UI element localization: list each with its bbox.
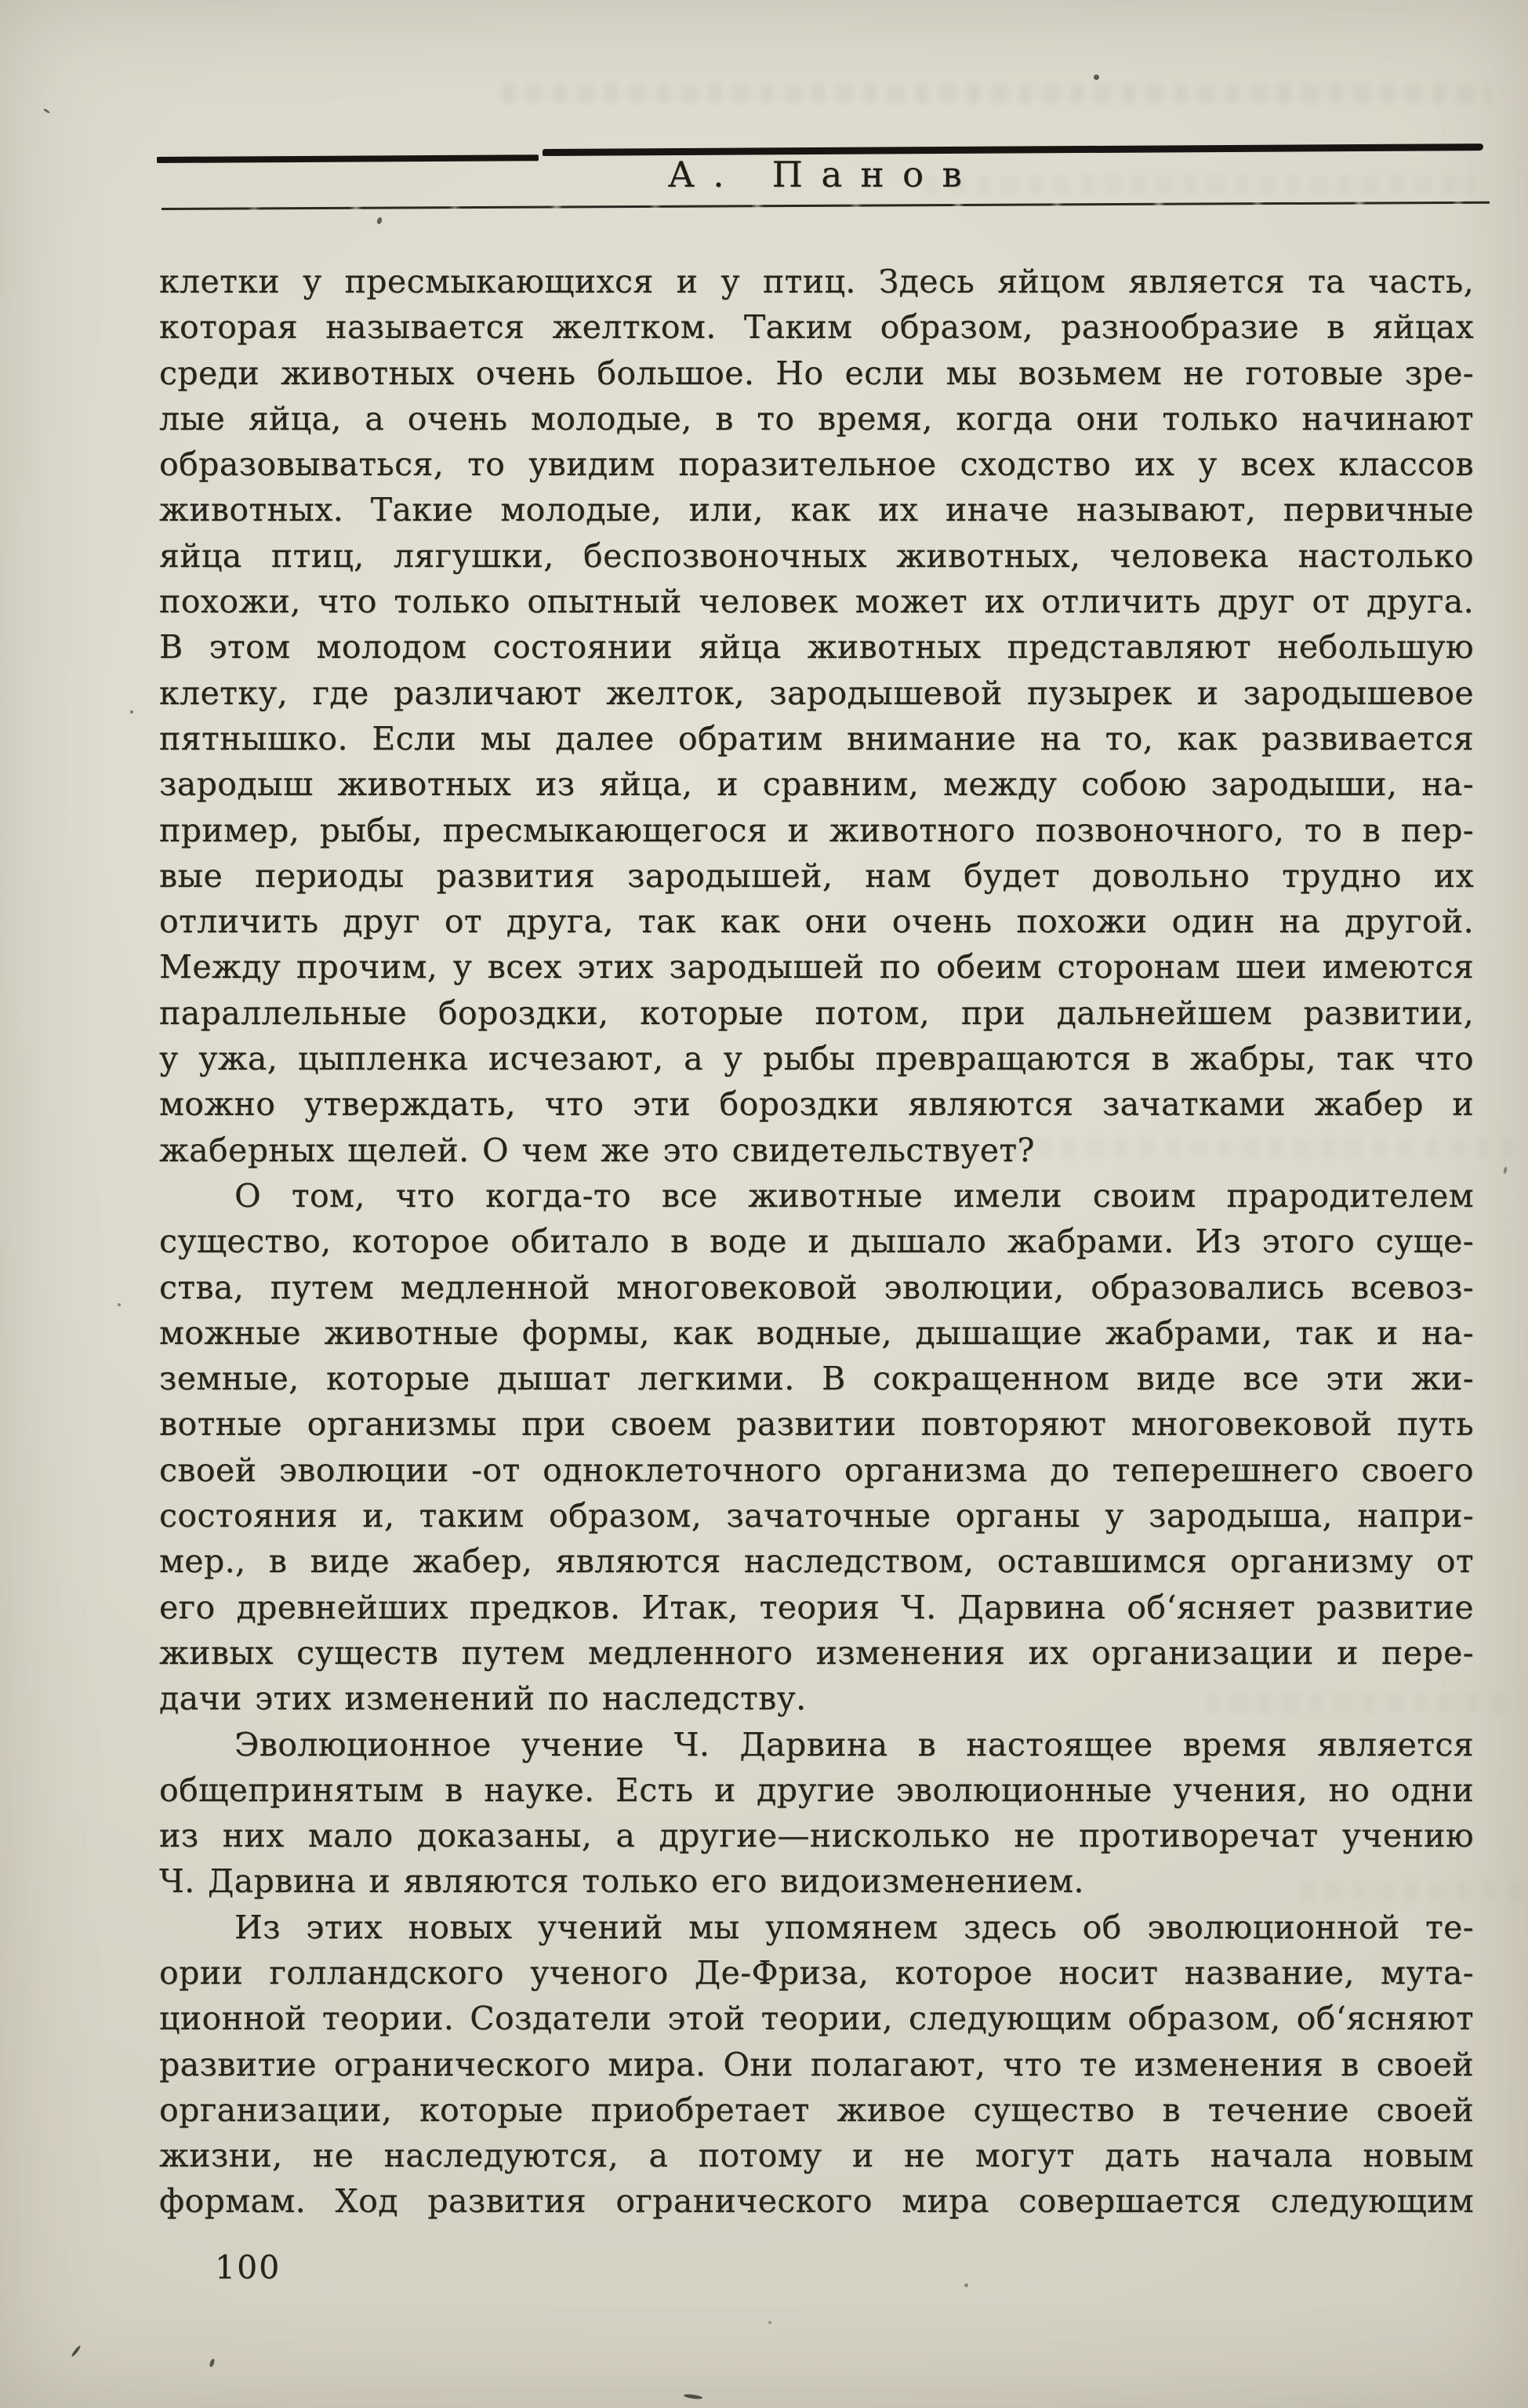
text-line: существо, которое обитало в воде и дышало жабрами. Из этого суще-	[159, 1222, 1474, 1261]
text-line: развитие огранического мира. Они полагают, что те изменения в своей	[159, 2045, 1474, 2083]
text-line: параллельные бороздки, которые потом, при дальнейшем развитии,	[159, 993, 1474, 1032]
header-rule-thin	[162, 202, 1490, 210]
text-line: клетку, где различают желток, зародышевой пузырек и зародышевое	[159, 674, 1474, 712]
text-line: живых существ путем медленного изменения их организации и пере-	[159, 1633, 1474, 1672]
body-text	[159, 259, 1474, 2225]
text-line: отличить друг от друга, так как они очень похожи один на другой.	[159, 903, 1474, 941]
text-line: О том, что когда-то все животные имели своим прародителем	[234, 1176, 1474, 1215]
text-line: образовываться, то увидим поразительное сходство их у всех классов	[159, 445, 1474, 484]
text-line: лые яйца, а очень молодые, в то время, когда они только начинают	[159, 399, 1474, 438]
text-line: жаберных щелей. О чем же это свидетельствует?	[159, 1131, 1035, 1169]
text-line: жизни, не наследуются, а потому и не могут дать начала новым	[159, 2137, 1474, 2175]
paper-speck	[209, 2358, 215, 2367]
paper-speck	[118, 1303, 121, 1306]
text-line: вотные организмы при своем развитии повторяют многовековой путь	[159, 1405, 1474, 1444]
text-line: пример, рыбы, пресмыкающегося и животного позвоночного, то в пер-	[159, 811, 1474, 849]
paper-speck	[768, 2321, 771, 2324]
page-header-author: А. Панов	[667, 154, 981, 195]
text-line: клетки у пресмыкающихся и у птиц. Здесь яйцом является та часть,	[159, 263, 1474, 300]
text-line: яйца птиц, лягушки, беспозвоночных животных, человека настолько	[159, 536, 1474, 575]
text-line: из них мало доказаны, а другие—нисколько не противоречат учению	[159, 1817, 1474, 1855]
text-line: состояния и, таким образом, зачаточные органы у зародыша, напри-	[159, 1497, 1474, 1535]
text-line: зародыш животных из яйца, и сравним, между собою зародыши, на-	[159, 765, 1474, 804]
show-through	[502, 85, 1490, 104]
paper-speck	[376, 216, 383, 224]
paper-speck	[43, 108, 50, 114]
paper-speck	[964, 2283, 968, 2287]
text-line: можные животные формы, как водные, дышащие жабрами, так и на-	[159, 1313, 1474, 1352]
text-line: Эволюционное учение Ч. Дарвина в настоящее время является	[234, 1725, 1474, 1763]
text-line: Ч. Дарвина и являются только его видоизменением.	[159, 1862, 1084, 1901]
text-line: В этом молодом состоянии яйца животных представляют небольшую	[159, 628, 1474, 666]
text-line: среди животных очень большое. Но если мы возьмем не готовые зре-	[159, 354, 1474, 392]
text-line: ционной теории. Создатели этой теории, следующим образом, об‘ясняют	[159, 1999, 1474, 2038]
paper-speck	[684, 2393, 702, 2399]
text-line: формам. Ход развития огранического мира совершается следующим	[159, 2182, 1474, 2221]
text-line: пятнышко. Если мы далее обратим внимание на то, как развивается	[159, 719, 1474, 757]
text-line: земные, которые дышат легкими. В сокращенном виде все эти жи-	[159, 1360, 1474, 1398]
text-line: организации, которые приобретает живое существо в течение своей	[159, 2090, 1474, 2129]
text-line: ства, путем медленной многовековой эволюции, образовались всевоз-	[159, 1268, 1474, 1306]
text-line: своей эволюции -от одноклеточного организма до теперешнего своего	[159, 1451, 1474, 1489]
text-line: которая называется желтком. Таким образом, разнообразие в яйцах	[159, 308, 1474, 347]
text-line: Между прочим, у всех этих зародышей по обеим сторонам шеи имеются	[159, 948, 1474, 986]
text-line: вые периоды развития зародышей, нам будет довольно трудно их	[159, 856, 1474, 895]
paper-speck	[1503, 1167, 1508, 1175]
text-line: можно утверждать, что эти бороздки являются зачатками жабер и	[159, 1085, 1474, 1124]
text-line: мер., в виде жабер, являются наследством, оставшимся организму от	[159, 1542, 1474, 1581]
text-line: дачи этих изменений по наследству.	[159, 1680, 807, 1718]
paper-speck	[1094, 74, 1099, 80]
text-line: похожи, что только опытный человек может их отличить друг от друга.	[159, 583, 1474, 621]
text-line: общепринятым в науке. Есть и другие эволюционные учения, но одни	[159, 1771, 1474, 1809]
page-number: 100	[215, 2249, 281, 2286]
text-line: Из этих новых учений мы упомянем здесь об эволюционной те-	[234, 1908, 1474, 1946]
text-line: у ужа, цыпленка исчезают, а у рыбы превращаются в жабры, так что	[159, 1040, 1474, 1078]
text-line: ории голландского ученого Де-Фриза, которое носит название, мута-	[159, 1953, 1474, 1992]
text-line: животных. Такие молодые, или, как их иначе называют, первичные	[159, 491, 1474, 529]
paper-speck	[71, 2345, 82, 2358]
text-line: его древнейших предков. Итак, теория Ч. Дарвина об‘ясняет развитие	[159, 1588, 1474, 1626]
paper-speck	[130, 710, 133, 714]
